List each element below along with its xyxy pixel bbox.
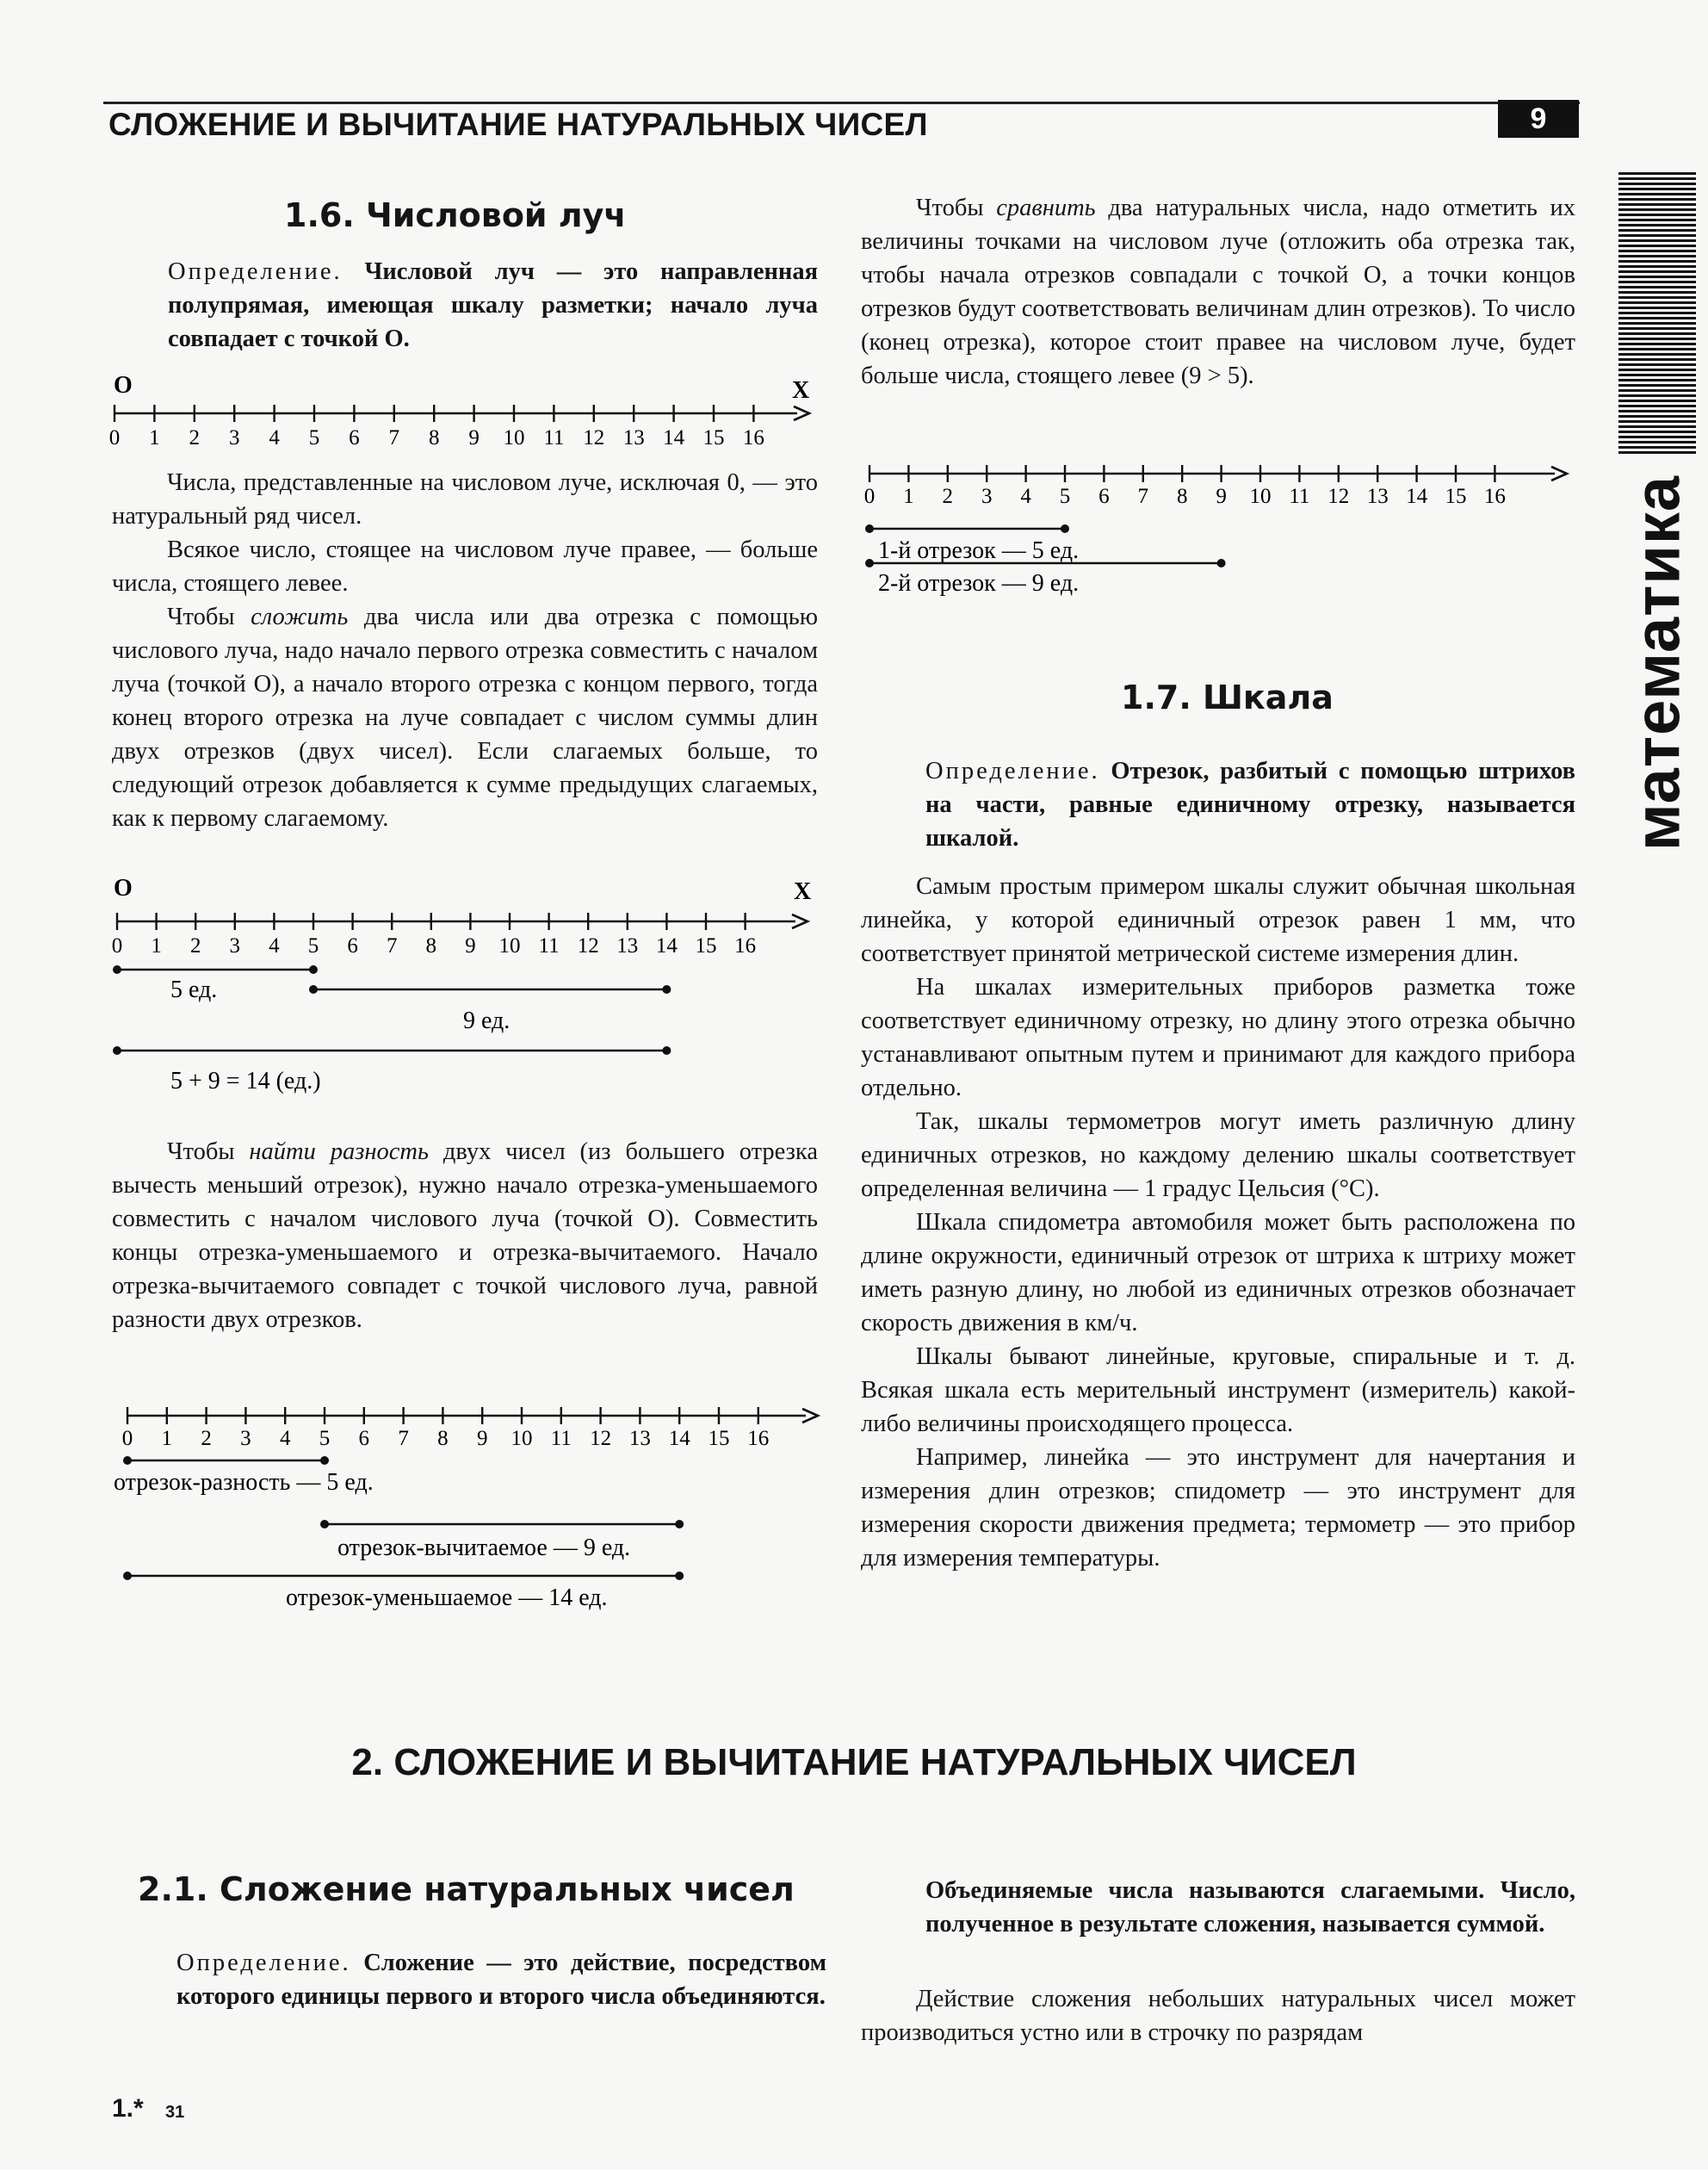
- origin-label: O: [114, 372, 133, 399]
- tick-label: 14: [655, 934, 678, 958]
- tick-label: 11: [1289, 485, 1310, 508]
- tick-label: 10: [503, 426, 525, 450]
- definition-scale: [925, 754, 1575, 855]
- tick-label: 4: [279, 1427, 291, 1450]
- segment-end-dot: [662, 1046, 671, 1055]
- axis-label: X: [794, 878, 812, 905]
- paragraph: Всякое число, стоящее на числовом луче правее, — больше числа, стоящего левее.: [112, 536, 818, 597]
- tick-label: 5: [307, 934, 319, 958]
- segment-start-dot: [113, 965, 121, 974]
- segment-first: [865, 524, 1069, 533]
- segment-5: [113, 965, 318, 974]
- segment-start-dot: [123, 1456, 132, 1465]
- definition-text: Числовой луч — это направленная полупрямая, имеющая шкалу разметки; начало луча совпадает с точкой О.: [168, 258, 818, 352]
- second-segment-label: 2-й отрезок — 9 ед.: [878, 570, 1080, 597]
- segment-start-dot: [320, 1520, 329, 1528]
- definition-text: Отрезок, разбитый с помощью штрихов на части, равные единичному отрезку, называется шкалой.: [925, 758, 1575, 852]
- tick-label: 15: [708, 1427, 730, 1450]
- minuend-label: отрезок-уменьшаемое — 14 ед.: [286, 1584, 608, 1611]
- definition-text: Сложение — это действие, посредством которого единицы первого и второго числа объединяются.: [176, 1950, 826, 2010]
- origin-label: O: [114, 875, 133, 902]
- addition-paragraph: [861, 1982, 1575, 2049]
- paragraph: Числа, представленные на числовом луче, исключая 0, — это натуральный ряд чисел.: [112, 469, 818, 530]
- paragraph: Самым простым примером шкалы служит обычная школьная линейка, у которой единичный отрезок равен 1 мм, что соответствует принятой метрической системе измерения длин.: [861, 873, 1575, 967]
- tick-label: 8: [437, 1427, 449, 1450]
- addends-definition: [925, 1874, 1575, 1941]
- tick-label: 8: [1176, 485, 1188, 508]
- segment-difference: [123, 1456, 329, 1465]
- paragraph: Действие сложения небольших натуральных чисел может производиться устно или в строчку по разрядам: [861, 1986, 1575, 2046]
- figure-addition: [103, 868, 826, 1100]
- segment-end-dot: [320, 1456, 329, 1465]
- segment-label-9: 9 ед.: [463, 1008, 511, 1034]
- tick-label: 1: [161, 1427, 173, 1450]
- emphasis: сравнить: [996, 195, 1096, 221]
- ray-axis: [112, 913, 808, 958]
- paragraph: Например, линейка — это инструмент для начертания и измерения длин отрезков; спидометр — это инструмент для измерения скорости движения предмета; термометр — это прибор для измерения температуры.: [861, 1444, 1575, 1572]
- segment-start-dot: [865, 559, 874, 567]
- tick-label: 6: [347, 934, 358, 958]
- tick-label: 0: [111, 934, 123, 958]
- tick-label: 1: [149, 426, 160, 450]
- figure-comparison: [852, 450, 1575, 604]
- tick-label: 15: [695, 934, 717, 958]
- segment-end-dot: [675, 1520, 684, 1528]
- section-heading-2-1: 2.1. Сложение натуральных чисел: [138, 1870, 795, 1908]
- tick-label: 7: [386, 934, 398, 958]
- tick-label: 8: [425, 934, 437, 958]
- tick-label: 5: [319, 1427, 331, 1450]
- scale-paragraphs: [861, 870, 1575, 1575]
- page-number: 9: [1498, 100, 1579, 138]
- definition-addition: [176, 1946, 826, 2013]
- tick-label: 2: [942, 485, 954, 508]
- emphasis: найти разность: [249, 1138, 429, 1165]
- segment-start-dot: [113, 1046, 121, 1055]
- tick-label: 3: [981, 485, 993, 508]
- segment-end-dot: [1061, 524, 1069, 533]
- tick-label: 10: [498, 934, 521, 958]
- segment-subtrahend: [320, 1520, 684, 1528]
- tick-label: 9: [468, 426, 480, 450]
- compare-paragraph: Чтобы сравнить два натуральных числа, надо отметить их величины точками на числовом луче (отложить оба отрезка так, чтобы начала отрезков совпадали с точкой О, а точки концов отрезков будут соответствовать величинам длин отрезков). То число (конец отрезка), которое стоит правее на числовом луче, будет больше числа, стоящего левее (9 > 5).: [861, 195, 1575, 389]
- tick-label: 3: [240, 1427, 251, 1450]
- paragraph-add: Чтобы сложить два числа или два отрезка с помощью числового луча, надо начало первого отрезка совместить с началом луча (точкой О), а начало второго отрезка с концом первого, тогда конец второго отрезка на луче совпадает с числом суммы длин двух отрезков (двух чисел). Если слагаемых больше, то следующий отрезок добавляется к сумме предыдущих слагаемых, как к первому слагаемому.: [112, 604, 818, 832]
- running-title: СЛОЖЕНИЕ И ВЫЧИТАНИЕ НАТУРАЛЬНЫХ ЧИСЕЛ: [108, 107, 928, 142]
- tick-label: 12: [590, 1427, 612, 1450]
- figure-subtraction: [103, 1395, 826, 1612]
- tick-label: 12: [583, 426, 605, 450]
- tick-label: 1: [903, 485, 914, 508]
- segment-9: [309, 985, 671, 994]
- segment-end-dot: [1217, 559, 1226, 567]
- segment-end-dot: [675, 1572, 684, 1580]
- tick-label: 15: [702, 426, 725, 450]
- tick-label: 11: [543, 426, 565, 450]
- side-stripe: [1618, 172, 1696, 456]
- tick-label: 12: [1327, 485, 1350, 508]
- difference-paragraph: Чтобы найти разность двух чисел (из большего отрезка вычесть меньший отрезок), нужно начало отрезка-уменьшаемого совместить с началом числового луча (точкой О). Совместить концы отрезка-уменьшаемого и отрезка-вычитаемого. Начало отрезка-вычитаемого совпадет с точкой числового луча, равной разности двух отрезков.: [112, 1138, 818, 1333]
- tick-label: 13: [1366, 485, 1389, 508]
- tick-label: 6: [1098, 485, 1110, 508]
- emphasis: сложить: [251, 604, 349, 630]
- tick-label: 2: [189, 426, 201, 450]
- chapter-heading: 2. СЛОЖЕНИЕ И ВЫЧИТАНИЕ НАТУРАЛЬНЫХ ЧИСЕЛ: [351, 1741, 1357, 1783]
- segment-end-dot: [309, 965, 318, 974]
- tick-label: 7: [398, 1427, 409, 1450]
- tick-label: 3: [229, 934, 241, 958]
- definition-lead: Определение.: [925, 758, 1100, 784]
- tick-label: 4: [269, 426, 280, 450]
- tick-label: 0: [108, 426, 121, 450]
- segment-start-dot: [309, 985, 318, 994]
- tick-label: 16: [742, 426, 764, 450]
- tick-label: 16: [747, 1427, 770, 1450]
- tick-label: 1: [151, 934, 162, 958]
- tick-label: 9: [465, 934, 476, 958]
- tick-label: 12: [577, 934, 599, 958]
- header-rule: [103, 102, 1580, 104]
- tick-label: 14: [668, 1427, 690, 1450]
- tick-label: 6: [358, 1427, 370, 1450]
- ray-axis: [122, 1407, 818, 1450]
- definition-lead: Определение.: [168, 258, 343, 285]
- definition-lead: Определение.: [176, 1950, 351, 1976]
- tick-label: 2: [201, 1427, 212, 1450]
- axis-label: X: [792, 377, 810, 404]
- paragraph: На шкалах измерительных приборов разметка тоже соответствует единичному отрезку, но длину этого отрезка обычно устанавливают опытным путем и принимают для каждого прибора отдельно.: [861, 974, 1575, 1101]
- definition-number-ray: [168, 255, 818, 356]
- tick-label: 4: [269, 934, 280, 958]
- tick-label: 8: [428, 426, 440, 450]
- tick-label: 14: [1406, 485, 1428, 508]
- segment-start-dot: [865, 524, 874, 533]
- tick-label: 9: [476, 1427, 488, 1450]
- tick-label: 0: [863, 485, 876, 508]
- paragraph: Так, шкалы термометров могут иметь различную длину единичных отрезков, но каждому делению шкалы соответствует определенная величина — 1 градус Цельсия (°С).: [861, 1108, 1575, 1202]
- figure-number-ray: [103, 369, 826, 463]
- tick-label: 7: [1137, 485, 1149, 508]
- side-label-text: математика: [1621, 474, 1693, 852]
- tick-label: 13: [622, 426, 645, 450]
- tick-label: 11: [538, 934, 560, 958]
- tick-label: 13: [628, 1427, 651, 1450]
- tick-label: 0: [121, 1427, 133, 1450]
- tick-label: 6: [349, 426, 360, 450]
- segment-minuend: [123, 1572, 684, 1580]
- segment-end-dot: [662, 985, 671, 994]
- segment-label-5: 5 ед.: [170, 976, 218, 1003]
- section-heading-1-7: 1.7. Шкала: [1121, 679, 1334, 716]
- segment-start-dot: [123, 1572, 132, 1580]
- first-segment-label: 1-й отрезок — 5 ед.: [878, 537, 1080, 564]
- tick-label: 3: [228, 426, 240, 450]
- addends-text: Объединяемые числа называются слагаемыми. Число, полученное в результате сложения, называется суммой.: [925, 1877, 1575, 1938]
- ray-axis: [109, 405, 809, 450]
- tick-label: 9: [1216, 485, 1227, 508]
- side-label: [1618, 474, 1696, 852]
- paragraph: Шкала спидометра автомобиля может быть расположена по длине окружности, единичный отрезок от штриха к штриху может иметь разную длину, но любой из единичных отрезков обозначает скорость движения в км/ч.: [861, 1209, 1575, 1336]
- footer-mark: 1.*: [112, 2094, 144, 2123]
- sum-label: 5 + 9 = 14 (ед.): [170, 1068, 321, 1094]
- section-heading-1-6: 1.6. Числовой луч: [284, 196, 627, 234]
- ray-axis: [864, 465, 1567, 508]
- tick-label: 4: [1020, 485, 1031, 508]
- paragraph: Шкалы бывают линейные, круговые, спиральные и т. д. Всякая шкала есть мерительный инструмент (измеритель) какой-либо величины происходящего процесса.: [861, 1343, 1575, 1437]
- tick-label: 11: [550, 1427, 572, 1450]
- tick-label: 13: [616, 934, 639, 958]
- left-paragraphs-1: [112, 466, 818, 835]
- tick-label: 2: [189, 934, 201, 958]
- tick-label: 16: [1483, 485, 1506, 508]
- difference-label: отрезок-разность — 5 ед.: [114, 1469, 374, 1496]
- tick-label: 5: [1059, 485, 1071, 508]
- tick-label: 10: [511, 1427, 533, 1450]
- tick-label: 15: [1445, 485, 1467, 508]
- tick-label: 14: [663, 426, 685, 450]
- footer-code: 31: [165, 2103, 185, 2122]
- subtrahend-label: отрезок-вычитаемое — 9 ед.: [337, 1534, 631, 1561]
- tick-label: 16: [734, 934, 757, 958]
- segment-14: [113, 1046, 671, 1055]
- tick-label: 7: [388, 426, 400, 450]
- tick-label: 10: [1249, 485, 1272, 508]
- tick-label: 5: [308, 426, 320, 450]
